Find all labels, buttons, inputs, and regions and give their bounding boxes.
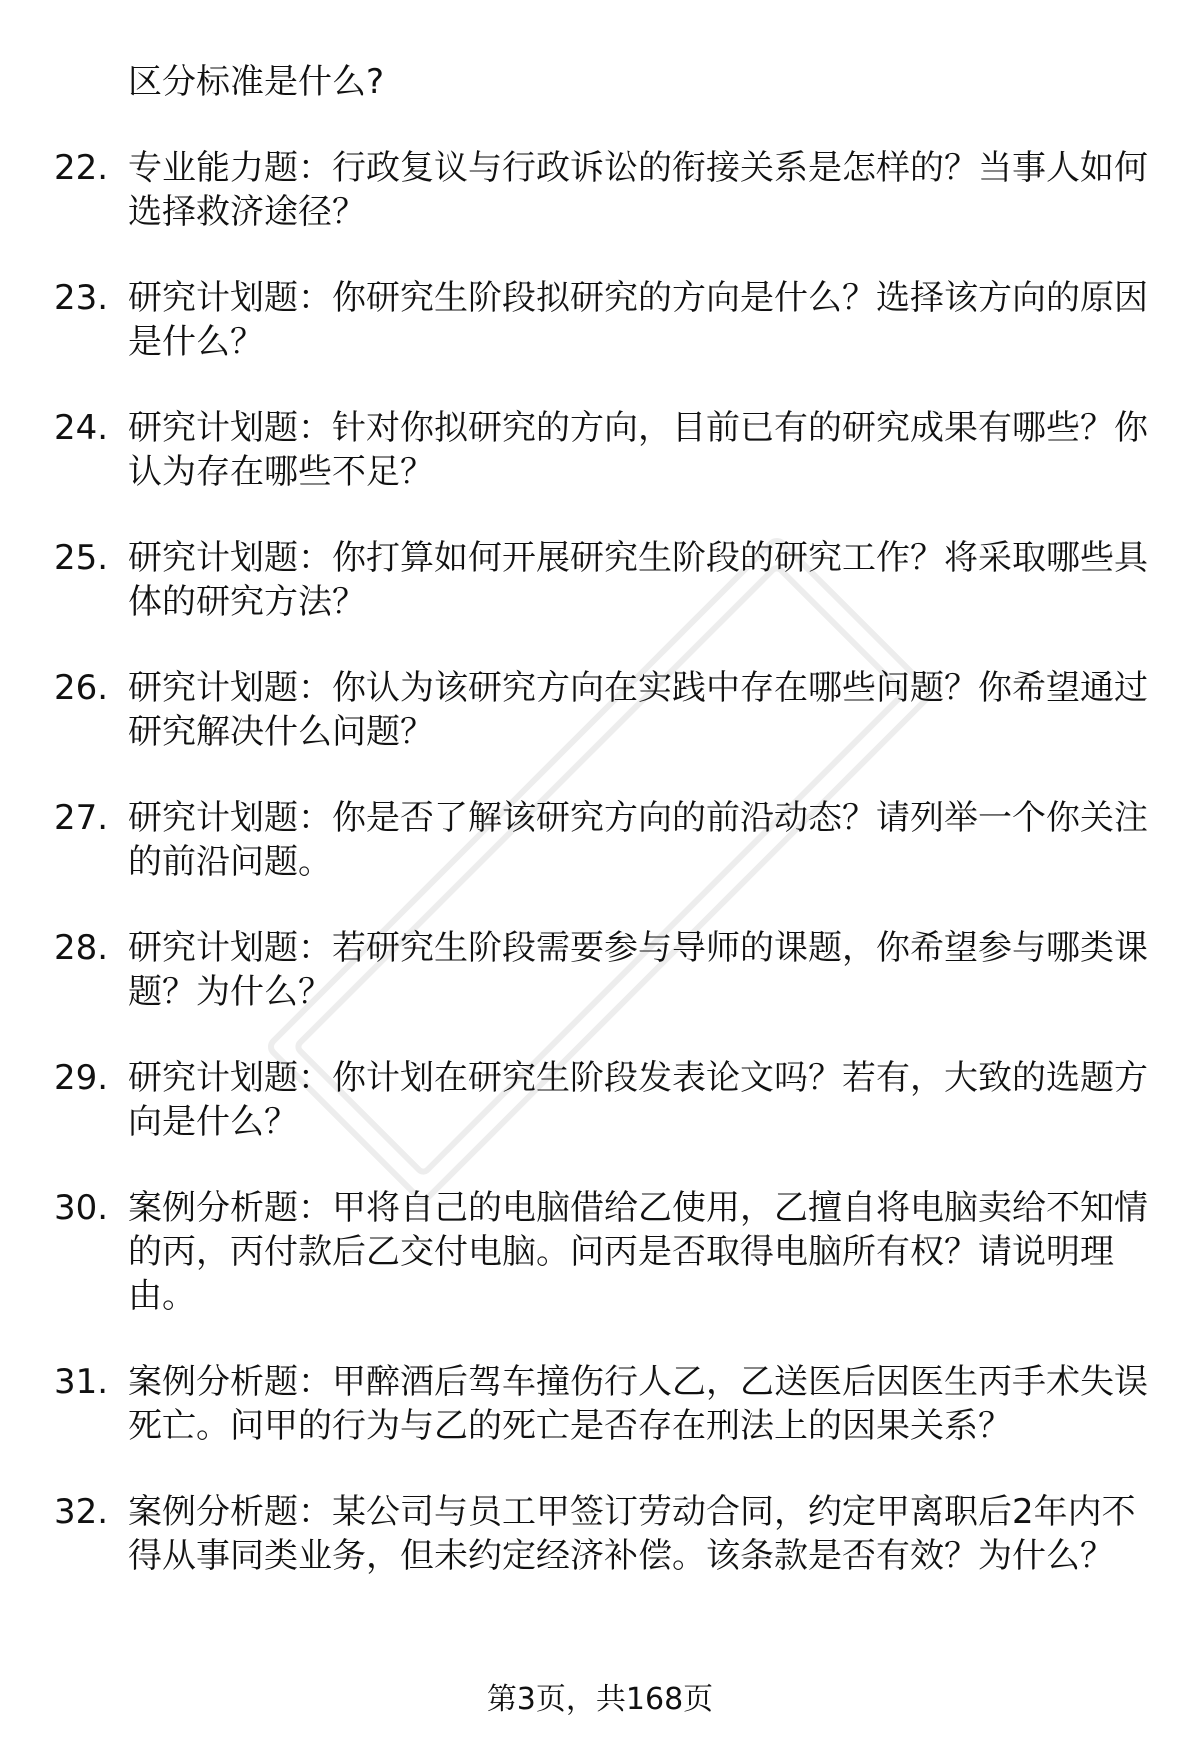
question-number: 32. <box>54 1492 109 1532</box>
question-text: 研究计划题：你打算如何开展研究生阶段的研究工作？将采取哪些具体的研究方法？ <box>128 538 1148 622</box>
question-item <box>0 926 1200 1014</box>
question-number: 26. <box>54 668 109 708</box>
question-item <box>0 536 1200 624</box>
question-number: 24. <box>54 408 109 448</box>
page-footer <box>0 1680 1200 1720</box>
question-item <box>0 1056 1200 1144</box>
question-text: 研究计划题：针对你拟研究的方向，目前已有的研究成果有哪些？你认为存在哪些不足？ <box>128 408 1148 492</box>
question-text: 专业能力题：行政复议与行政诉讼的衔接关系是怎样的？当事人如何选择救济途径？ <box>128 148 1148 232</box>
question-item <box>0 1490 1200 1578</box>
question-number: 23. <box>54 278 109 318</box>
question-text: 区分标准是什么? <box>128 62 385 102</box>
question-text: 研究计划题：你研究生阶段拟研究的方向是什么？选择该方向的原因是什么？ <box>128 278 1148 362</box>
question-text: 研究计划题：你认为该研究方向在实践中存在哪些问题？你希望通过研究解决什么问题？ <box>128 668 1148 752</box>
question-item <box>0 276 1200 364</box>
question-number: 29. <box>54 1058 109 1098</box>
question-item <box>0 1186 1200 1318</box>
question-number: 22. <box>54 148 109 188</box>
question-number: 30. <box>54 1188 109 1228</box>
question-text: 研究计划题：你计划在研究生阶段发表论文吗？若有，大致的选题方向是什么？ <box>128 1058 1148 1142</box>
question-list <box>0 60 1200 1620</box>
question-number: 27. <box>54 798 109 838</box>
question-item <box>0 406 1200 494</box>
question-number: 31. <box>54 1362 109 1402</box>
question-text: 案例分析题：甲将自己的电脑借给乙使用，乙擅自将电脑卖给不知情的丙，丙付款后乙交付电脑。问丙是否取得电脑所有权？请说明理由。 <box>128 1188 1148 1316</box>
question-text: 研究计划题：你是否了解该研究方向的前沿动态？请列举一个你关注的前沿问题。 <box>128 798 1148 882</box>
question-text: 案例分析题：某公司与员工甲签订劳动合同，约定甲离职后2年内不得从事同类业务，但未约定经济补偿。该条款是否有效？为什么？ <box>128 1492 1136 1576</box>
question-number: 28. <box>54 928 109 968</box>
question-continuation <box>0 60 1200 104</box>
question-item <box>0 796 1200 884</box>
question-text: 研究计划题：若研究生阶段需要参与导师的课题，你希望参与哪类课题？为什么？ <box>128 928 1148 1012</box>
question-item <box>0 1360 1200 1448</box>
question-item <box>0 146 1200 234</box>
question-number: 25. <box>54 538 109 578</box>
question-item <box>0 666 1200 754</box>
question-text: 案例分析题：甲醉酒后驾车撞伤行人乙，乙送医后因医生丙手术失误死亡。问甲的行为与乙的死亡是否存在刑法上的因果关系？ <box>128 1362 1148 1446</box>
page-indicator: 第3页，共168页 <box>486 1682 714 1717</box>
